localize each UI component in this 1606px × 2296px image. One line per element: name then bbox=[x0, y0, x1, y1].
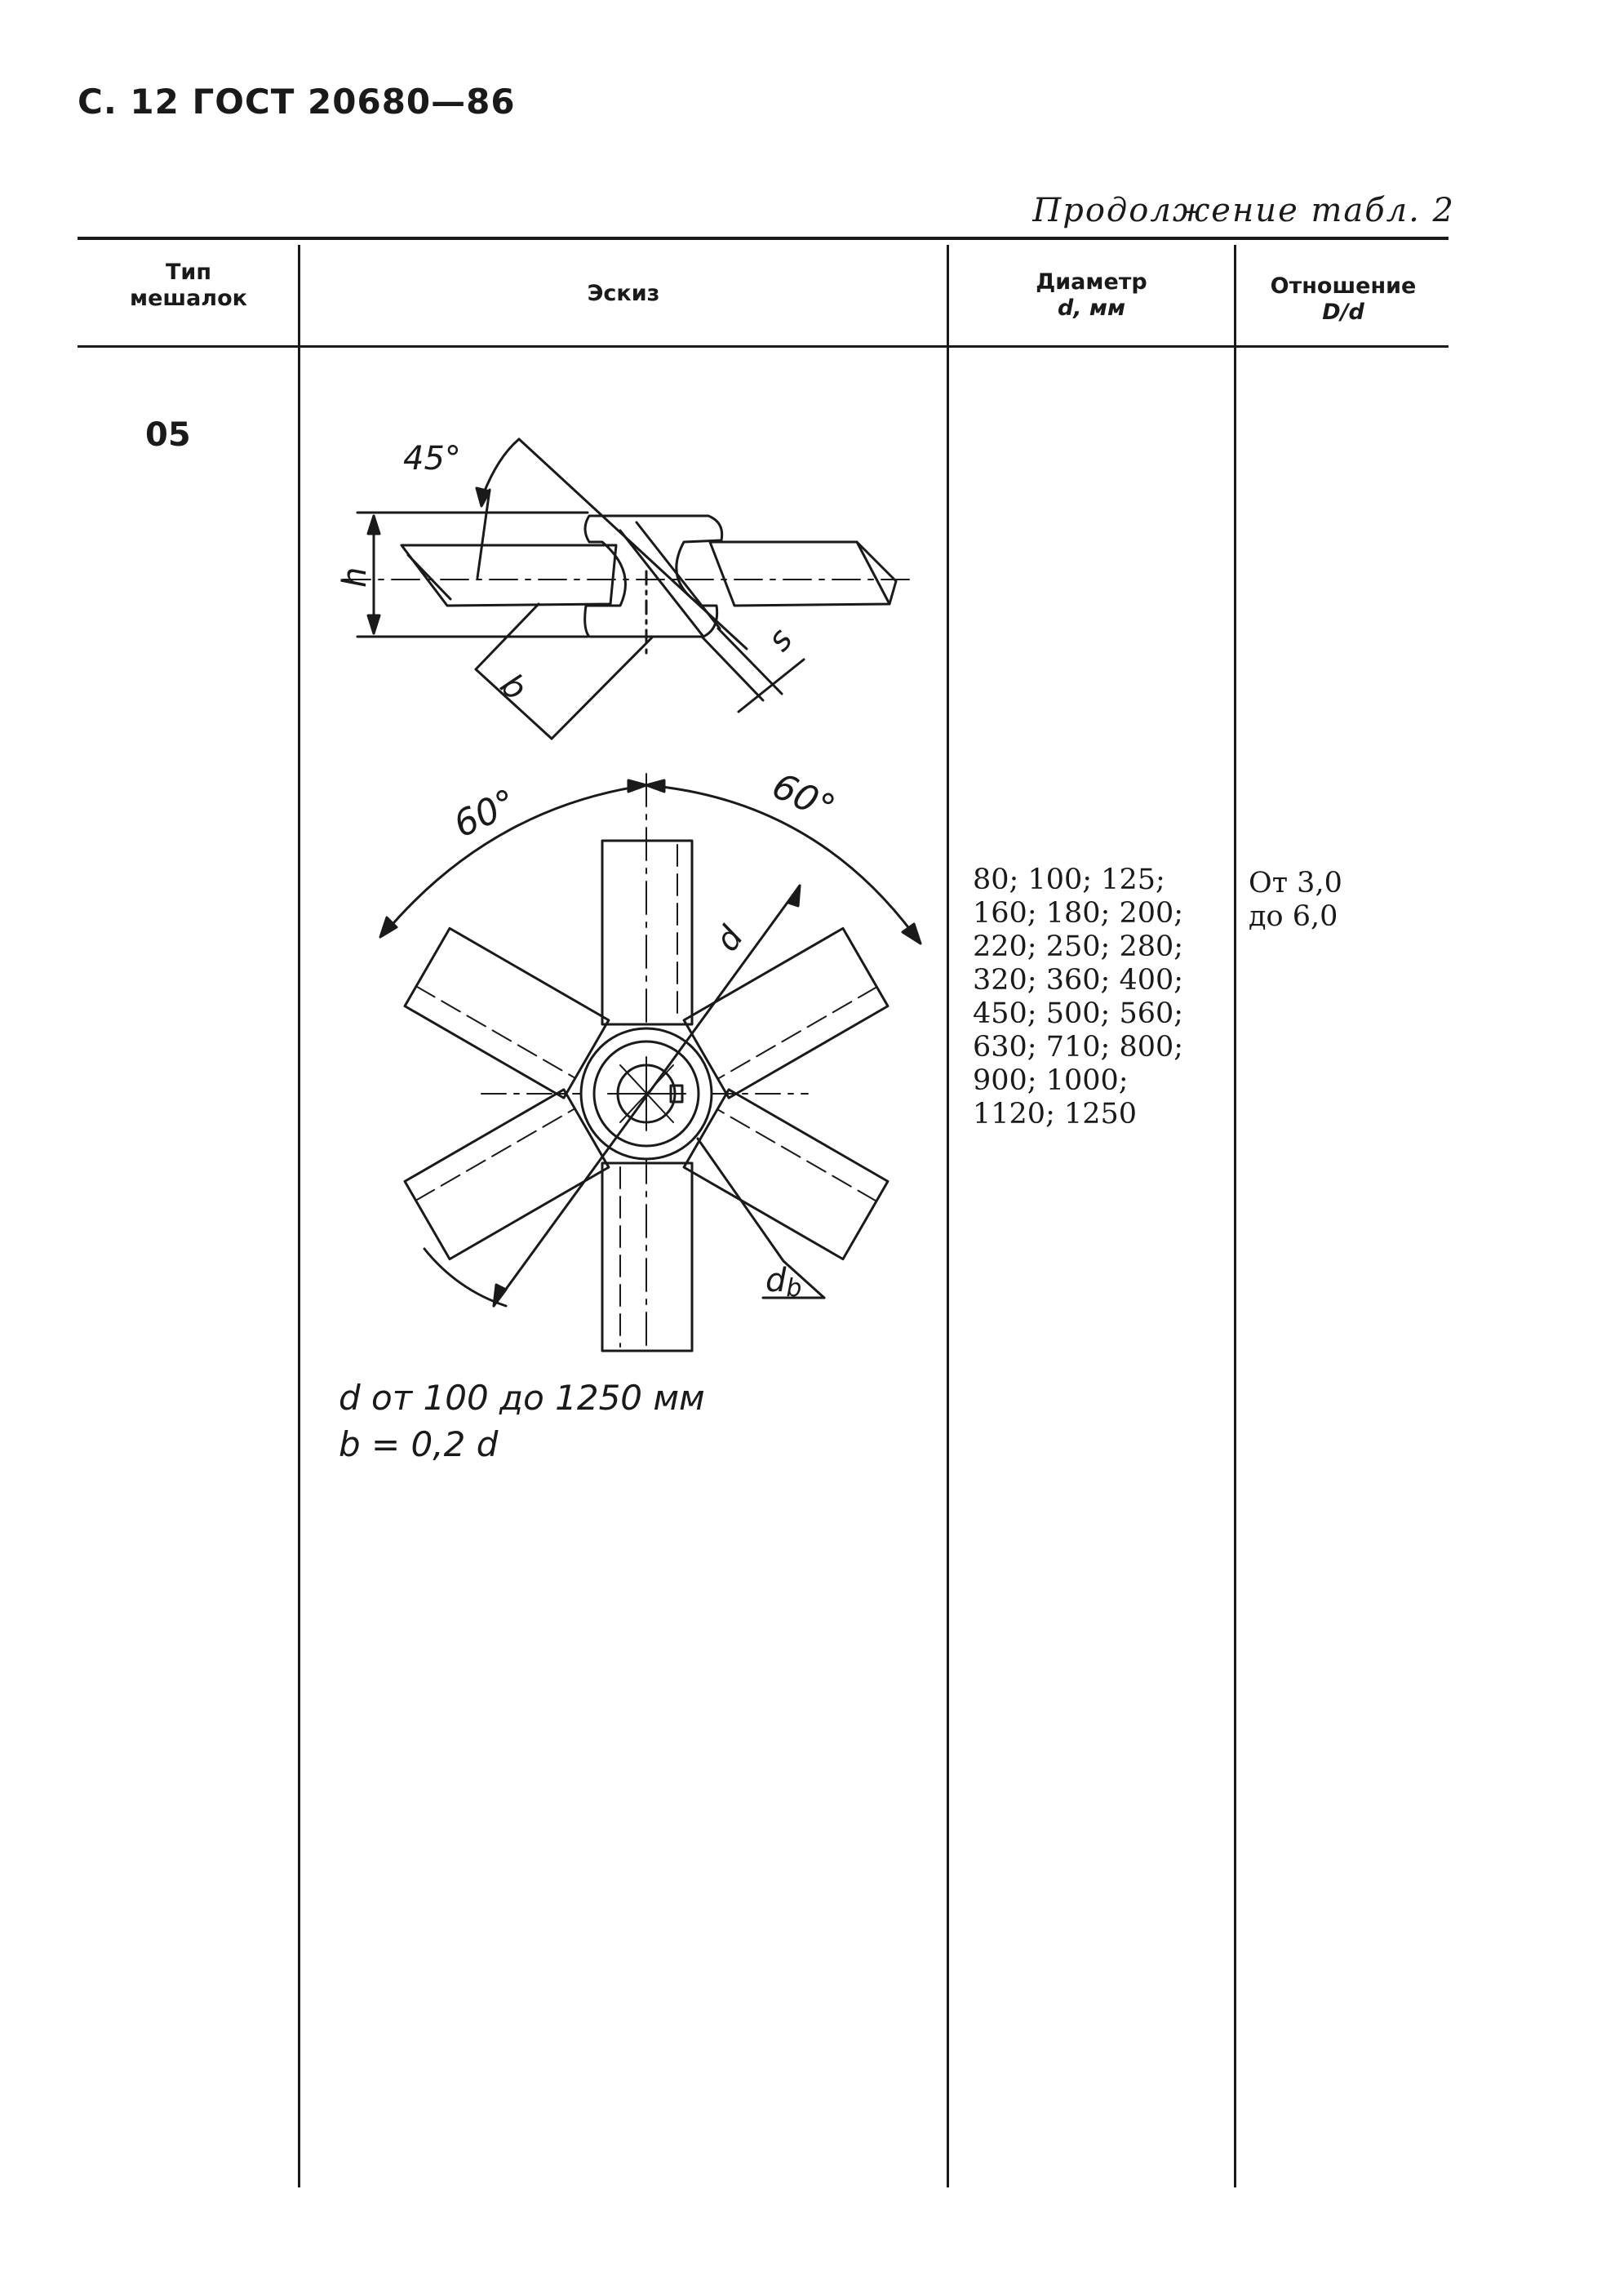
side-view bbox=[343, 439, 912, 739]
hub-body bbox=[585, 516, 722, 637]
angle45-arc bbox=[483, 439, 519, 495]
s-label: s bbox=[760, 621, 801, 659]
column-header-diameter-line2: d, мм bbox=[1057, 295, 1126, 321]
blade-lower-right-group bbox=[405, 1090, 609, 1259]
angle60-right-label: 60° bbox=[765, 765, 841, 830]
sketch-note-diameter: d от 100 до 1250 мм bbox=[339, 1378, 705, 1418]
angle60-left-label: 60° bbox=[447, 781, 523, 846]
blade-lower-left bbox=[684, 1090, 888, 1259]
db-label bbox=[765, 1262, 801, 1303]
s-extension-line bbox=[702, 637, 763, 700]
db-label-main: d bbox=[765, 1262, 787, 1299]
diameter-line: 1120; 1250 bbox=[973, 1098, 1138, 1130]
arrowhead bbox=[903, 924, 921, 944]
diameter-line: 450; 500; 560; bbox=[973, 997, 1184, 1030]
table-continuation-label: Продолжение табл. 2 bbox=[1032, 192, 1455, 229]
top-view bbox=[380, 774, 921, 1351]
diameter-line: 630; 710; 800; bbox=[973, 1031, 1184, 1064]
ratio-from: От 3,0 bbox=[1249, 867, 1342, 899]
hub-inclined-line bbox=[620, 531, 703, 637]
sketch-note-width: b = 0,2 d bbox=[339, 1424, 499, 1464]
column-header-type-line1: Тип bbox=[166, 260, 211, 285]
b-extension-line bbox=[552, 637, 653, 739]
d-label: d bbox=[708, 919, 752, 959]
blade-upper-left-group bbox=[684, 928, 888, 1098]
b-label: b bbox=[492, 666, 535, 708]
diameter-line: 900; 1000; bbox=[973, 1064, 1129, 1097]
arrowhead bbox=[368, 615, 379, 633]
column-header-ratio-line1: Отношение bbox=[1270, 273, 1417, 299]
ratio-to: до 6,0 bbox=[1249, 900, 1338, 933]
blade-upper-right bbox=[405, 928, 609, 1098]
diameter-line: 220; 250; 280; bbox=[973, 930, 1184, 963]
db-label-subscript: b bbox=[786, 1274, 802, 1303]
db-leader bbox=[698, 1139, 783, 1261]
blade-edge bbox=[857, 542, 890, 604]
blade-lower-left-group bbox=[684, 1090, 888, 1259]
column-header-type-line2: мешалок bbox=[130, 286, 247, 311]
mixer-type-code: 05 bbox=[145, 416, 191, 454]
blade-centerline bbox=[416, 986, 575, 1078]
page-header: С. 12 ГОСТ 20680—86 bbox=[78, 82, 516, 122]
arrowhead bbox=[788, 886, 800, 906]
diameter-line: 80; 100; 125; bbox=[973, 864, 1165, 896]
blade-upper-right-group bbox=[405, 928, 609, 1098]
arrowhead bbox=[368, 516, 379, 534]
arrowhead bbox=[380, 917, 397, 937]
diameter-line: 160; 180; 200; bbox=[973, 897, 1184, 930]
blade-upper-left bbox=[684, 928, 888, 1098]
right-blade bbox=[710, 542, 896, 606]
left-blade bbox=[402, 545, 616, 606]
h-label: h bbox=[336, 566, 374, 588]
blade-centerline bbox=[717, 1109, 876, 1201]
blade-edge bbox=[408, 555, 450, 599]
arrowhead bbox=[646, 780, 664, 792]
diameter-line: 320; 360; 400; bbox=[973, 964, 1184, 997]
blade-lower-right bbox=[405, 1090, 609, 1259]
angle45-label: 45° bbox=[403, 440, 461, 477]
blade-centerline bbox=[416, 1108, 575, 1201]
column-header-ratio-line2: D/d bbox=[1322, 300, 1364, 325]
arrowhead bbox=[628, 780, 646, 792]
column-header-diameter-line1: Диаметр bbox=[1036, 269, 1147, 295]
blade-centerline bbox=[718, 987, 877, 1079]
column-header-sketch-label: Эскиз bbox=[587, 281, 660, 306]
